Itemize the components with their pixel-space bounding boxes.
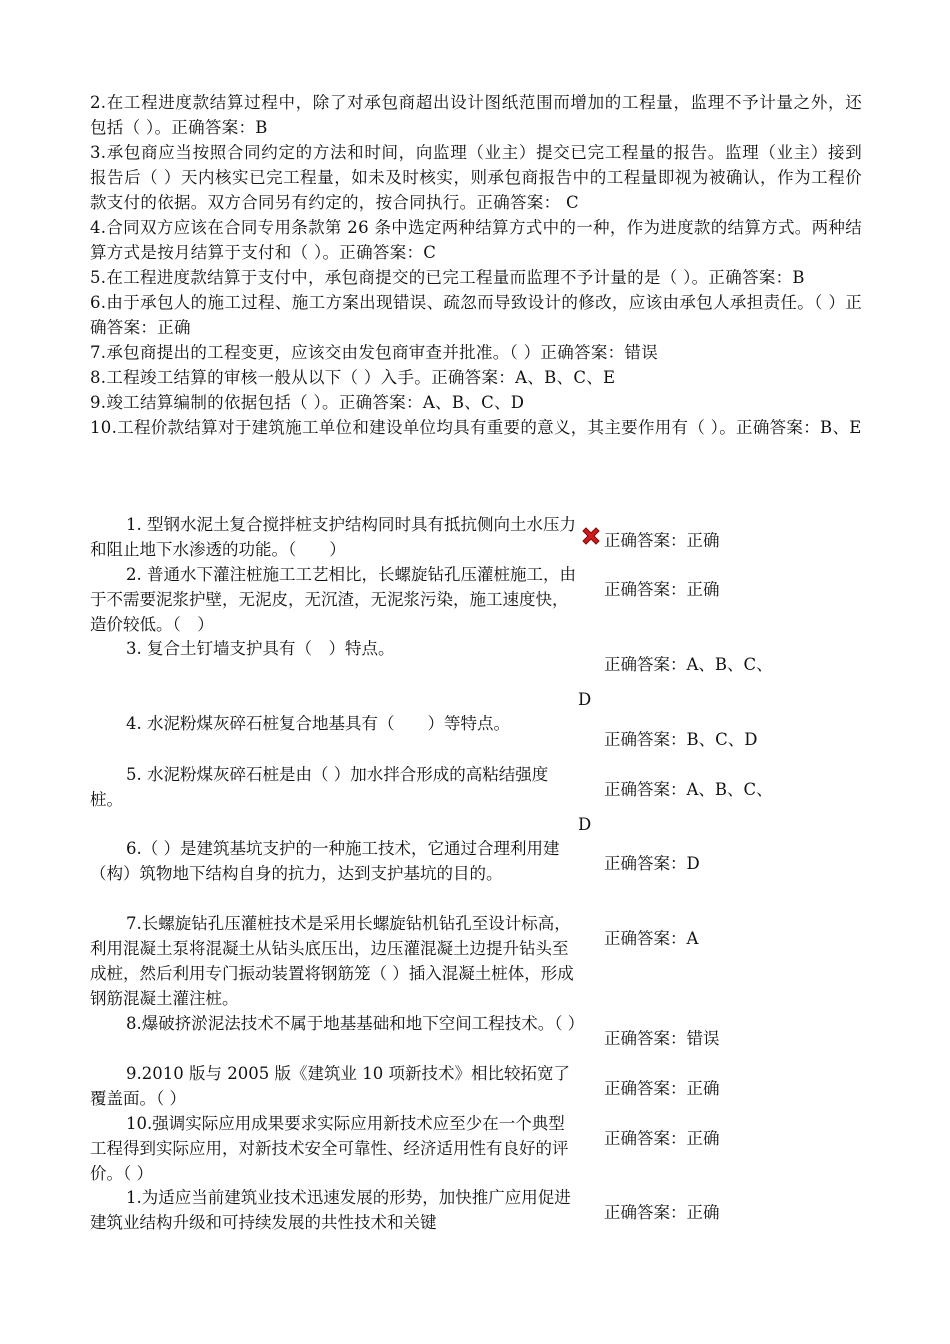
question-text: 2. 普通水下灌注桩施工工艺相比，长螺旋钻孔压灌桩施工，由于不需要泥浆护壁，无泥皮，无沉渣，无泥浆污染，施工速度快，造价较低。（ ）	[90, 565, 576, 634]
question-row	[90, 512, 580, 562]
question-text: 1. 型钢水泥土复合搅拌桩支护结构同时具有抵抗侧向土水压力和阻止地下水渗透的功能。（ ）	[90, 515, 576, 559]
question-row	[90, 1011, 585, 1036]
red-x-icon	[580, 525, 602, 547]
answer-label: 正确答案：正确	[604, 1129, 720, 1148]
question-row	[90, 1111, 580, 1186]
question-row	[90, 562, 580, 637]
question-text: 3. 复合土钉墙支护具有（ ）特点。	[126, 639, 395, 658]
question-row	[90, 836, 580, 886]
answer-label: 正确答案：A	[604, 929, 699, 948]
answer-label: 正确答案：正确	[604, 580, 720, 599]
question-text: 6.由于承包人的施工过程、施工方案出现错误、疏忽而导致设计的修改，应该由承包人承担责任。（ ）正确答案：正确	[90, 293, 862, 337]
answer-label-continued: D	[578, 815, 592, 834]
answer-label-continued: D	[578, 690, 592, 709]
question-text: 2.在工程进度款结算过程中，除了对承包商超出设计图纸范围而增加的工程量，监理不予计量之外，还包括（ ）。正确答案：B	[90, 93, 862, 137]
question-row	[90, 1185, 580, 1235]
question-text: 4.合同双方应该在合同专用条款第 26 条中选定两种结算方式中的一种，作为进度款的结算方式。两种结算方式是按月结算于支付和（ ）。正确答案：C	[90, 218, 862, 262]
question-text: 4. 水泥粉煤灰碎石桩复合地基具有（ ）等特点。	[126, 714, 510, 733]
answer-label: 正确答案：A、B、C、	[604, 655, 773, 674]
question-text: 3.承包商应当按照合同约定的方法和时间，向监理（业主）提交已完工程量的报告。监理（业主）接到报告后（ ）天内核实已完工程量，如未及时核实，则承包商报告中的工程量即视为被确认，作为工程价款支付的依据。双方合同另有约定的，按合同执行。正确答案： C	[90, 143, 862, 212]
answer-label: 正确答案：D	[604, 854, 700, 873]
question-text: 9.2010 版与 2005 版《建筑业 10 项新技术》相比较拓宽了覆盖面。（ ）	[90, 1064, 570, 1108]
question-text: 5.在工程进度款结算于支付中，承包商提交的已完工程量而监理不予计量的是（ ）。正确答案：B	[90, 268, 805, 287]
answer-label: 正确答案：B、C、D	[604, 730, 758, 749]
question-text: 10.工程价款结算对于建筑施工单位和建设单位均具有重要的意义，其主要作用有（ ）。正确答案：B、E	[90, 418, 862, 437]
question-text: 9.竣工结算编制的依据包括（ ）。正确答案：A、B、C、D	[90, 393, 525, 412]
question-text: 6.（ ）是建筑基坑支护的一种施工技术，它通过合理利用建（构）筑物地下结构自身的抗力，达到支护基坑的目的。	[90, 839, 560, 883]
question-text: 1.为适应当前建筑业技术迅速发展的形势，加快推广应用促进建筑业结构升级和可持续发展的共性技术和关键	[90, 1188, 571, 1232]
question-row	[90, 636, 580, 661]
question-text: 7.承包商提出的工程变更，应该交由发包商审查并批准。（ ）正确答案：错误	[90, 343, 659, 362]
answer-label: 正确答案：正确	[604, 1079, 720, 1098]
question-text: 8.爆破挤淤泥法技术不属于地基基础和地下空间工程技术。（ ）	[126, 1014, 585, 1033]
question-text: 7.长螺旋钻孔压灌桩技术是采用长螺旋钻机钻孔至设计标高，利用混凝土泵将混凝土从钻头底压出，边压灌混凝土边提升钻头至成桩，然后利用专门振动装置将钢筋笼（ ）插入混凝土桩体，形成钢筋混凝土灌注桩。	[90, 914, 574, 1008]
question-text: 8.工程竣工结算的审核一般从以下（ ）入手。正确答案：A、B、C、E	[90, 368, 616, 387]
answer-label: 正确答案：错误	[604, 1029, 720, 1048]
answer-label: 正确答案：正确	[604, 1203, 720, 1222]
answer-label: 正确答案：正确	[604, 531, 720, 550]
question-row	[90, 1061, 580, 1111]
question-row	[90, 711, 580, 736]
question-text: 10.强调实际应用成果要求实际应用新技术应至少在一个典型工程得到实际应用，对新技术安全可靠性、经济适用性有良好的评价。（ ）	[90, 1114, 569, 1183]
question-row	[90, 911, 580, 1011]
answer-label: 正确答案：A、B、C、	[604, 780, 773, 799]
question-text: 5. 水泥粉煤灰碎石桩是由（ ）加水拌合形成的高粘结强度桩。	[90, 765, 549, 809]
answer-list-section-1	[90, 90, 862, 440]
question-row	[90, 762, 580, 812]
